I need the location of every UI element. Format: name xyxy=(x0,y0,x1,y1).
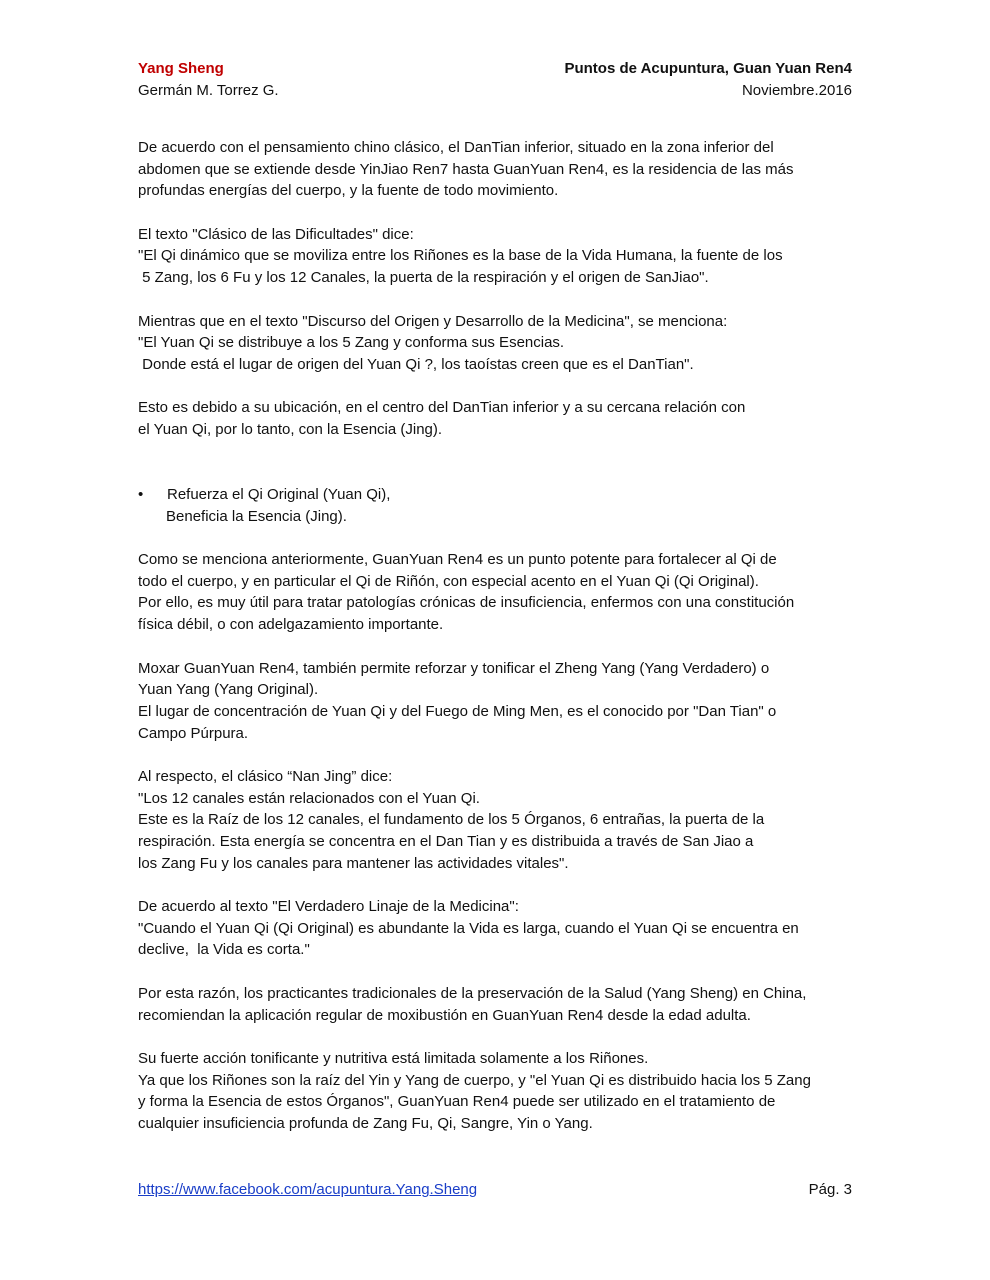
text-line: y forma la Esencia de estos Órganos", GuanYuan Ren4 puede ser utilizado en el tratamiento de xyxy=(138,1093,776,1111)
header-date: Noviembre.2016 xyxy=(741,82,852,99)
paragraph-moxa xyxy=(138,658,854,745)
header-row-2 xyxy=(138,81,852,101)
text-line: El texto "Clásico de las Dificultades" dice: xyxy=(138,225,414,243)
paragraph-intro xyxy=(138,137,854,202)
text-line: El lugar de concentración de Yuan Qi y del Fuego de Ming Men, es el conocido por "Dan Tian" o xyxy=(138,702,777,720)
text-line: física débil, o con adelgazamiento importante. xyxy=(138,616,444,634)
text-line: De acuerdo con el pensamiento chino clásico, el DanTian inferior, situado en la zona inferior del xyxy=(138,139,774,156)
page-footer xyxy=(138,1180,852,1200)
paragraph-true-lineage xyxy=(138,896,854,961)
paragraph-classic-difficulties xyxy=(138,224,854,289)
text-line: todo el cuerpo, y en particular el Qi de Riñón, con especial acento en el Yuan Qi (Qi Original). xyxy=(138,572,759,590)
text-line: Como se menciona anteriormente, GuanYuan Ren4 es un punto potente para fortalecer al Qi de xyxy=(138,551,777,569)
paragraph-practitioners xyxy=(138,983,854,1026)
text-line: abdomen que se extiende desde YinJiao Ren7 hasta GuanYuan Ren4, es la residencia de las más xyxy=(138,160,794,178)
facebook-link[interactable]: https://www.facebook.com/acupuntura.Yang.Sheng xyxy=(138,1181,478,1198)
document-body xyxy=(138,137,854,1135)
paragraph-location xyxy=(138,397,854,440)
text-line: Donde está el lugar de origen del Yuan Qi ?, los taoístas creen que es el DanTian". xyxy=(138,355,694,373)
text-line: Por ello, es muy útil para tratar patologías crónicas de insuficiencia, enfermos con una constitución xyxy=(138,594,795,612)
bullet-line-2: Beneficia la Esencia (Jing). xyxy=(166,507,347,525)
paragraph-mentioned-before xyxy=(138,549,854,636)
text-line: Esto es debido a su ubicación, en el centro del DanTian inferior y a su cercana relación con xyxy=(138,399,746,417)
text-line: Moxar GuanYuan Ren4, también permite reforzar y tonificar el Zheng Yang (Yang Verdadero) o xyxy=(138,659,770,677)
text-line: Campo Púrpura. xyxy=(138,724,249,742)
paragraph-origin-medicine xyxy=(138,311,854,376)
bullet-marker: • xyxy=(138,486,144,504)
text-line: profundas energías del cuerpo, y la fuente de todo movimiento. xyxy=(138,182,559,200)
text-line: Al respecto, el clásico “Nan Jing” dice: xyxy=(138,767,393,785)
paragraph-nan-jing xyxy=(138,766,854,874)
text-line: los Zang Fu y los canales para mantener las actividades vitales". xyxy=(138,854,569,872)
text-line: De acuerdo al texto "El Verdadero Linaje de la Medicina": xyxy=(138,898,519,916)
text-line: respiración. Esta energía se concentra en el Dan Tian y es distribuida a través de San Jiao a xyxy=(138,833,754,851)
text-line: recomiendan la aplicación regular de moxibustión en GuanYuan Ren4 desde la edad adulta. xyxy=(138,1006,751,1024)
text-line: "El Yuan Qi se distribuye a los 5 Zang y conforma sus Esencias. xyxy=(138,334,565,352)
text-line: Este es la Raíz de los 12 canales, el fundamento de los 5 Órganos, 6 entrañas, la puerta de la xyxy=(138,811,765,829)
bullet-line-1: Refuerza el Qi Original (Yuan Qi), xyxy=(167,486,391,504)
header-document-title: Puntos de Acupuntura, Guan Yuan Ren4 xyxy=(564,60,852,77)
text-line: "Los 12 canales están relacionados con el Yuan Qi. xyxy=(138,789,480,807)
text-line: Yuan Yang (Yang Original). xyxy=(138,681,319,699)
paragraph-tonifying-action xyxy=(138,1048,854,1135)
header-row-1 xyxy=(138,59,852,79)
text-line: Mientras que en el texto "Discurso del Origen y Desarrollo de la Medicina", se menciona: xyxy=(138,312,728,330)
text-line: "El Qi dinámico que se moviliza entre los Riñones es la base de la Vida Humana, la fuente de los xyxy=(138,247,783,265)
text-line: "Cuando el Yuan Qi (Qi Original) es abundante la Vida es larga, cuando el Yuan Qi se encuentra en xyxy=(138,919,799,937)
text-line: Ya que los Riñones son la raíz del Yin y Yang de cuerpo, y "el Yuan Qi es distribuido hacia los 5 Zang xyxy=(138,1071,811,1089)
text-line: Por esta razón, los practicantes tradicionales de la preservación de la Salud (Yang Sheng) en China, xyxy=(138,984,807,1002)
bullet-list-item xyxy=(138,484,854,527)
text-line: Su fuerte acción tonificante y nutritiva está limitada solamente a los Riñones. xyxy=(138,1049,649,1067)
page-number: Pág. 3 xyxy=(808,1181,852,1198)
text-line: el Yuan Qi, por lo tanto, con la Esencia (Jing). xyxy=(138,420,443,438)
text-line: cualquier insuficiencia profunda de Zang Fu, Qi, Sangre, Yin o Yang. xyxy=(138,1114,593,1132)
header-author: Germán M. Torrez G. xyxy=(138,82,279,99)
header-brand-title: Yang Sheng xyxy=(138,60,224,77)
text-line: 5 Zang, los 6 Fu y los 12 Canales, la puerta de la respiración y el origen de SanJiao". xyxy=(138,269,709,287)
text-line: declive, la Vida es corta." xyxy=(138,941,310,959)
